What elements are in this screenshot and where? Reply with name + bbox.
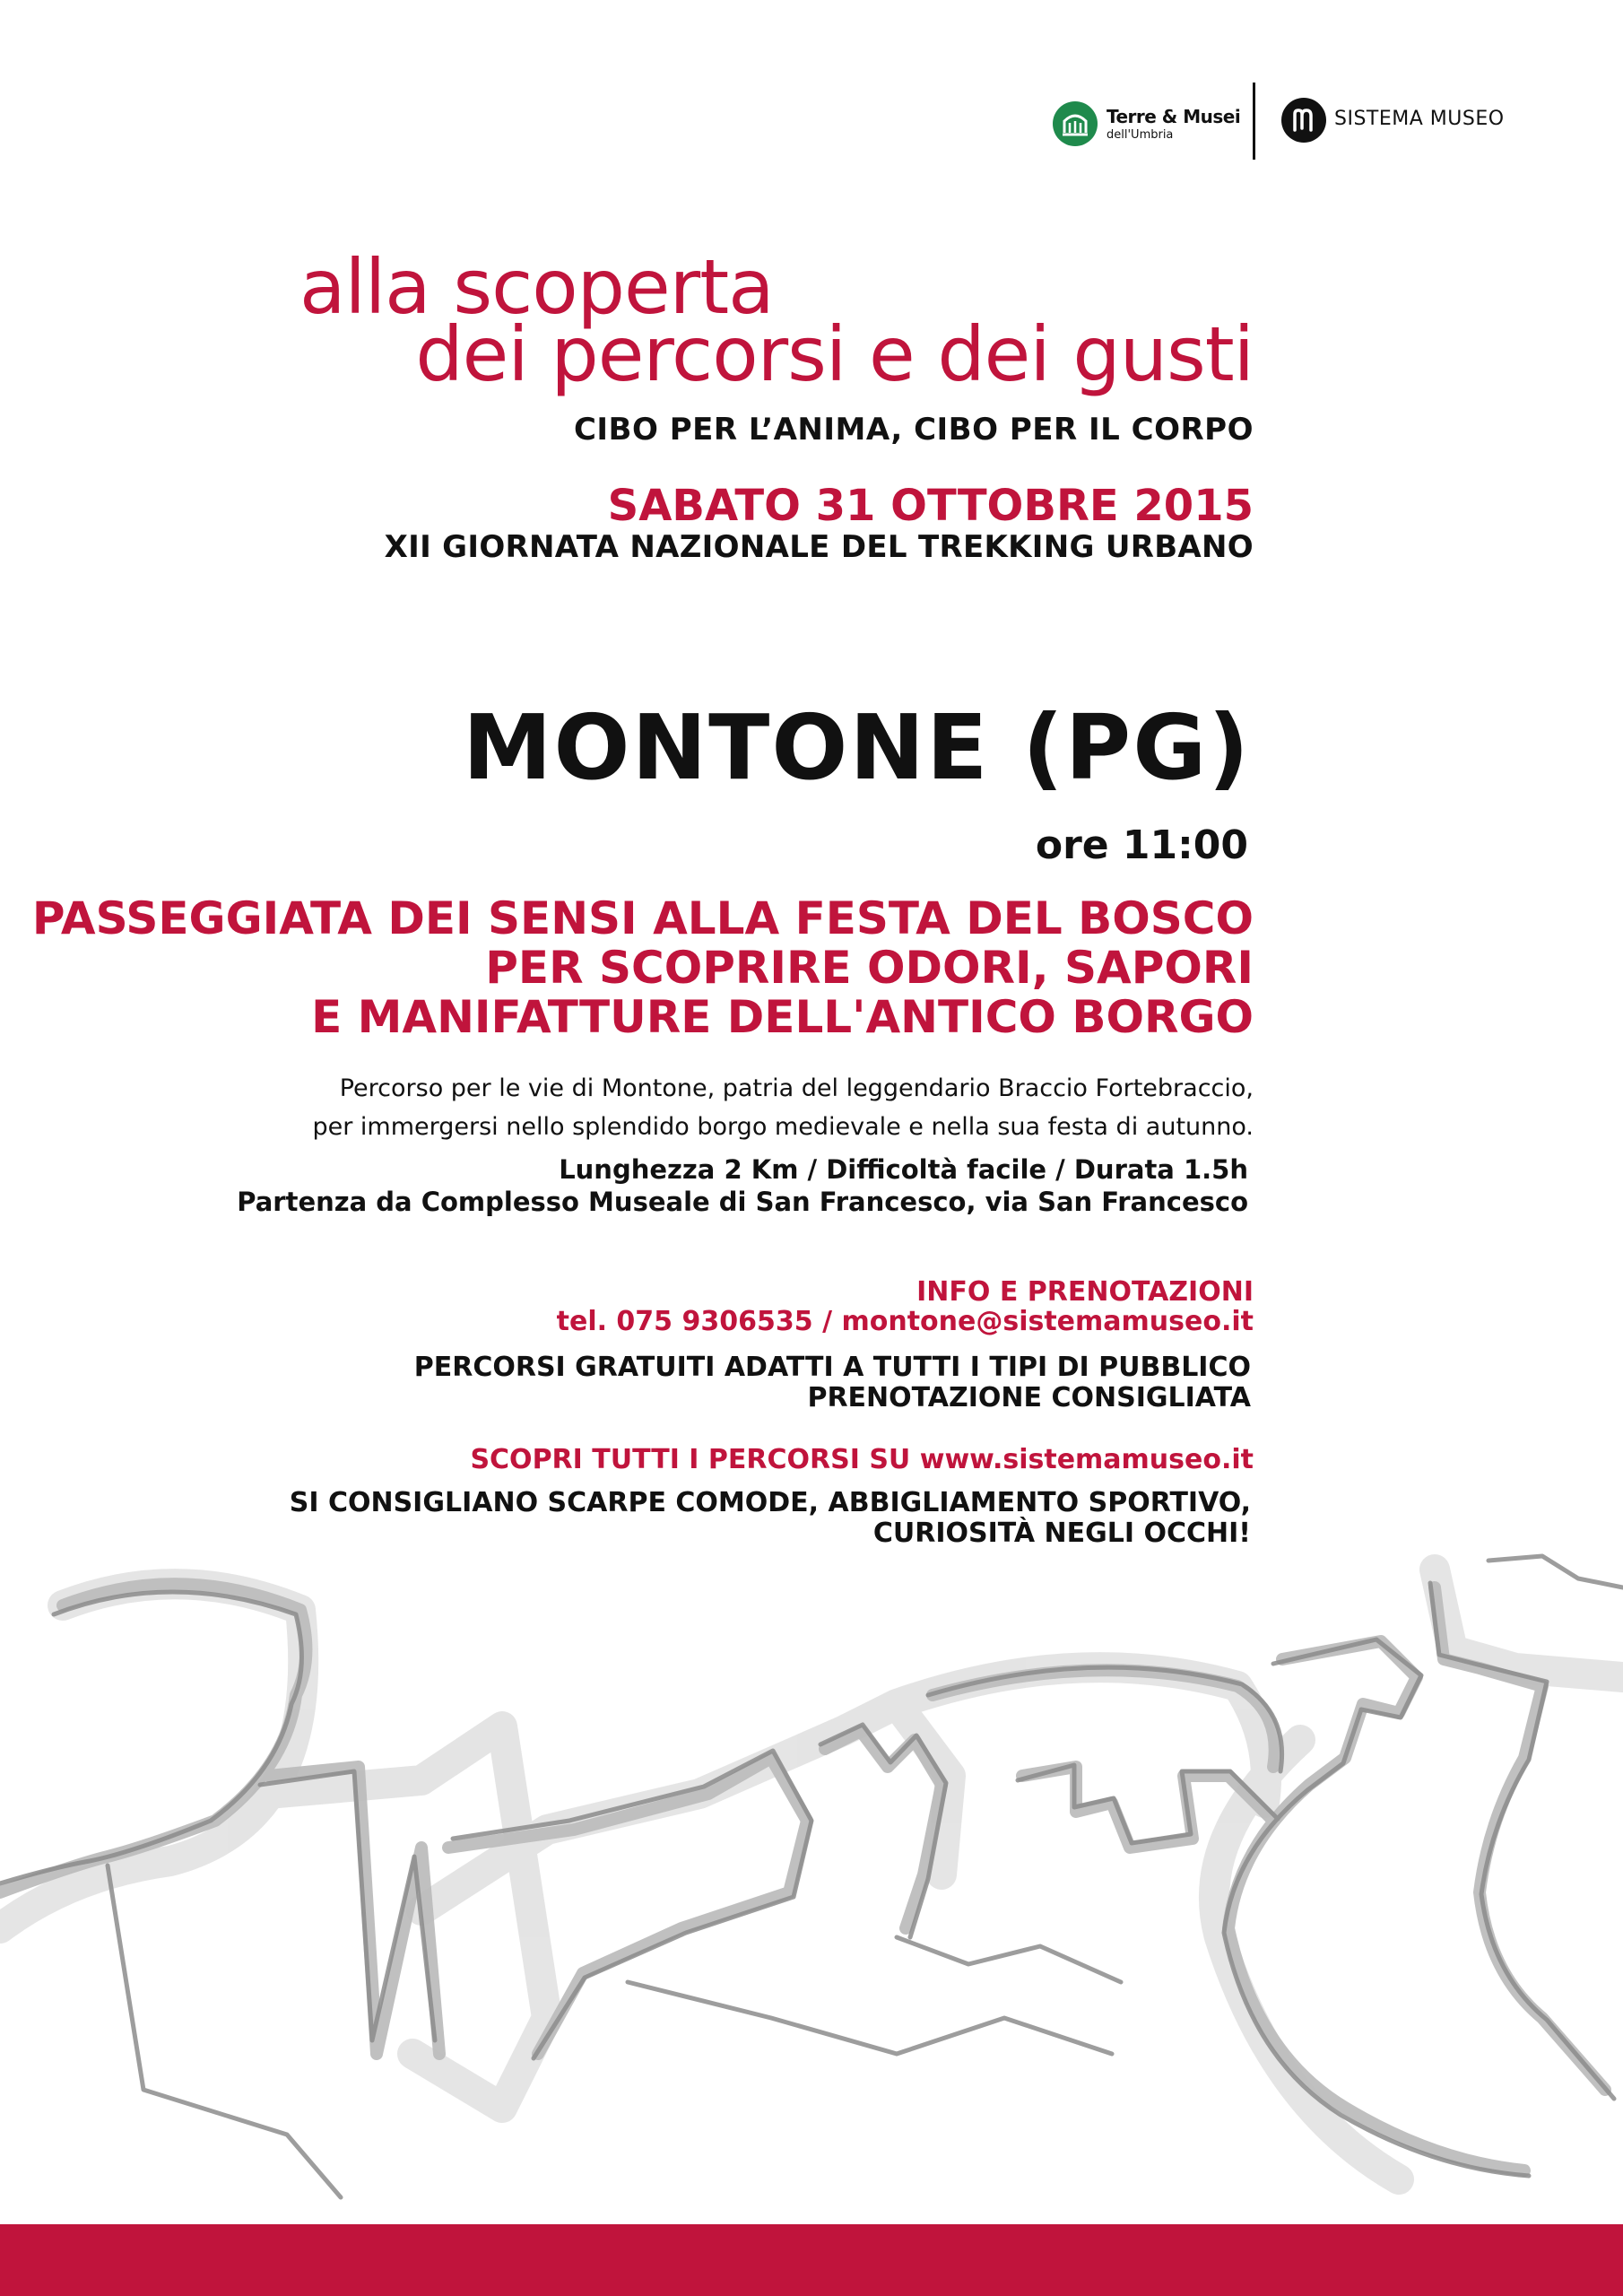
- advice: [290, 1488, 1251, 1549]
- route-details: [237, 1153, 1248, 1218]
- headline-line-3: E MANIFATTURE DELL'ANTICO BORGO: [311, 991, 1254, 1043]
- route-start: Partenza da Complesso Museale di San Francesco, via San Francesco: [237, 1187, 1248, 1217]
- advice-line-2: CURIOSITÀ NEGLI OCCHI!: [872, 1518, 1251, 1549]
- event-name: XII GIORNATA NAZIONALE DEL TREKKING URBANO: [384, 529, 1254, 565]
- event-time: ore 11:00: [1035, 822, 1248, 868]
- terre-e-musei-title: Terre & Musei: [1107, 106, 1241, 127]
- route-stats: Lunghezza 2 Km / Difficoltà facile / Durata 1.5h: [559, 1154, 1248, 1185]
- logo-divider: [1253, 83, 1255, 160]
- vessels-sketch-illustration: [0, 1552, 1623, 2224]
- description-line-2: per immergersi nello splendido borgo medievale e nella sua festa di autunno.: [312, 1113, 1254, 1141]
- description-line-1: Percorso per le vie di Montone, patria del leggendario Braccio Fortebraccio,: [339, 1074, 1254, 1102]
- discover-link[interactable]: SCOPRI TUTTI I PERCORSI SU www.sistemamuseo.it: [470, 1444, 1254, 1475]
- logo-bar: [1049, 81, 1515, 161]
- headline-line-1: PASSEGGIATA DEI SENSI ALLA FESTA DEL BOSCO: [31, 892, 1254, 944]
- info-contact[interactable]: tel. 075 9306535 / montone@sistemamuseo.it: [556, 1306, 1254, 1337]
- sistema-museo-label: SISTEMA MUSEO: [1334, 108, 1505, 130]
- location-title: MONTONE (PG): [462, 695, 1251, 800]
- footer-bar: [0, 2224, 1623, 2296]
- description: [312, 1069, 1254, 1146]
- event-date: SABATO 31 OTTOBRE 2015: [607, 481, 1254, 531]
- title-line-1: alla scoperta: [299, 243, 774, 331]
- sistema-museo-emblem-icon: [1281, 98, 1326, 143]
- notes: [414, 1352, 1251, 1413]
- headline: [32, 894, 1254, 1042]
- info-label: INFO E PRENOTAZIONI: [916, 1276, 1254, 1308]
- terre-e-musei-subtitle: dell'Umbria: [1107, 128, 1174, 142]
- notes-line-2: PRENOTAZIONE CONSIGLIATA: [807, 1382, 1251, 1413]
- headline-line-2: PER SCOPRIRE ODORI, SAPORI: [485, 942, 1254, 994]
- tagline: CIBO PER L’ANIMA, CIBO PER IL CORPO: [573, 412, 1254, 448]
- terre-e-musei-emblem-icon: [1053, 101, 1098, 146]
- notes-line-1: PERCORSI GRATUITI ADATTI A TUTTI I TIPI DI PUBBLICO: [413, 1352, 1251, 1383]
- title-line-2: dei percorsi e dei gusti: [415, 310, 1254, 398]
- advice-line-1: SI CONSIGLIANO SCARPE COMODE, ABBIGLIAMENTO SPORTIVO,: [289, 1487, 1251, 1518]
